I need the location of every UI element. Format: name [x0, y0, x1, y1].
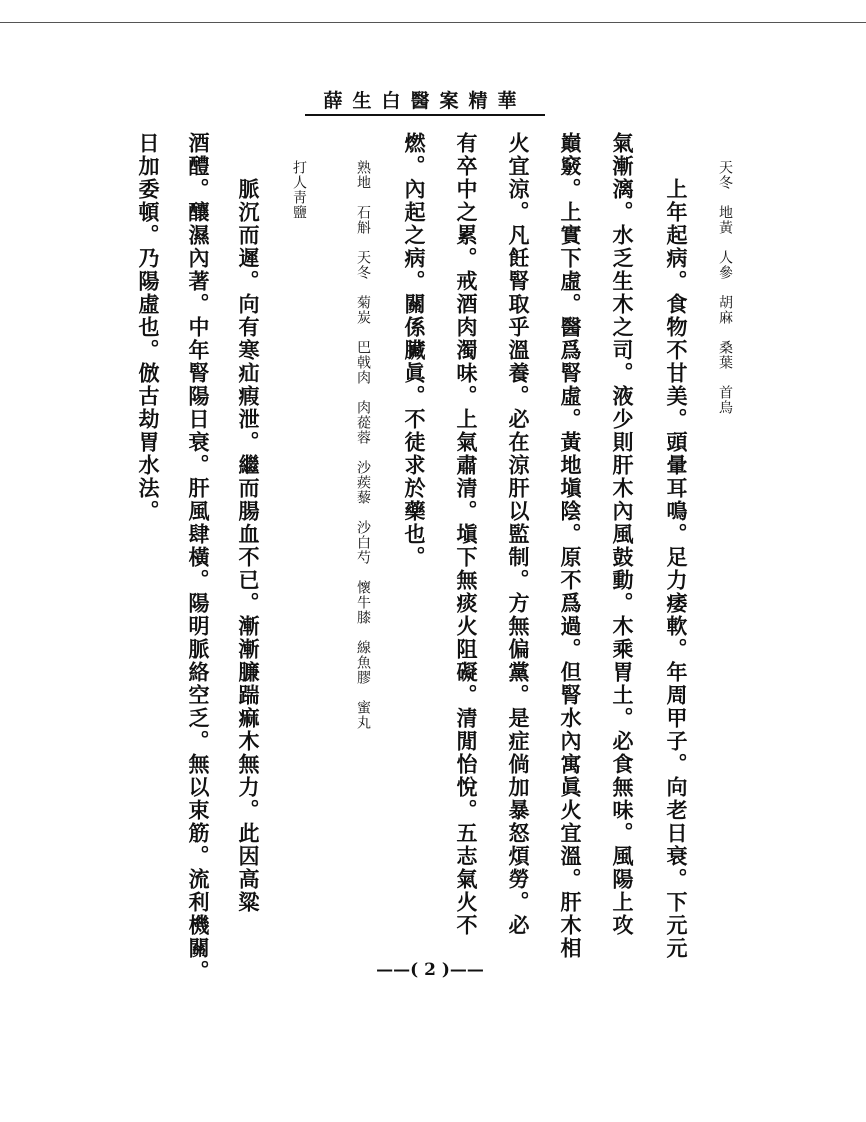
top-rule — [0, 22, 866, 23]
header-rule — [305, 114, 545, 116]
prescription-line: 打人靑鹽 — [291, 160, 307, 220]
text-column: 酒醴。釀濕內著。中年腎陽日衰。肝風肆橫。陽明脈絡空乏。無以束筋。流利機關。 — [186, 132, 211, 983]
page-number: ——( 2 )—— — [376, 960, 484, 980]
prescription-line: 天冬 地黃 人參 胡麻 桑葉 首烏 — [717, 160, 733, 415]
prescription-line: 熟地 石斛 天冬 菊炭 巴戟肉 肉蓯蓉 沙蒺藜 沙白芍 懷牛膝 線魚膠 蜜丸 — [355, 160, 371, 730]
running-title: 薛生白醫案精華 — [323, 90, 527, 112]
text-column: 火宜涼。凡飪腎取乎溫養。必在涼肝以監制。方無偏黨。是症倘加暴怒煩勞。必 — [506, 132, 531, 937]
text-column: 日加委頓。乃陽虛也。倣古劫胃水法。 — [136, 132, 161, 523]
text-column: 有卒中之累。戒酒肉濁味。上氣肅清。塡下無痰火阻礙。清閒怡悅。五志氣火不 — [454, 132, 479, 937]
text-column: 氣漸漓。水乏生木之司。液少則肝木內風鼓動。木乘胃土。必食無味。風陽上攻 — [610, 132, 635, 937]
text-column: 脈沉而遲。向有寒疝瘕泄。繼而腸血不已。漸漸臁踹痲木無力。此因高粱 — [236, 178, 261, 914]
text-column: 燃。內起之病。關係臟眞。不徒求於藥也。 — [402, 132, 427, 569]
page-header — [300, 86, 550, 113]
text-column: 上年起病。食物不甘美。頭暈耳鳴。足力痿軟。年周甲子。向老日衰。下元元 — [664, 178, 689, 960]
text-column: 巔竅。上實下虛。醫爲腎虛。黃地塡陰。原不爲過。但腎水內寓眞火宜溫。肝木相 — [558, 132, 583, 960]
